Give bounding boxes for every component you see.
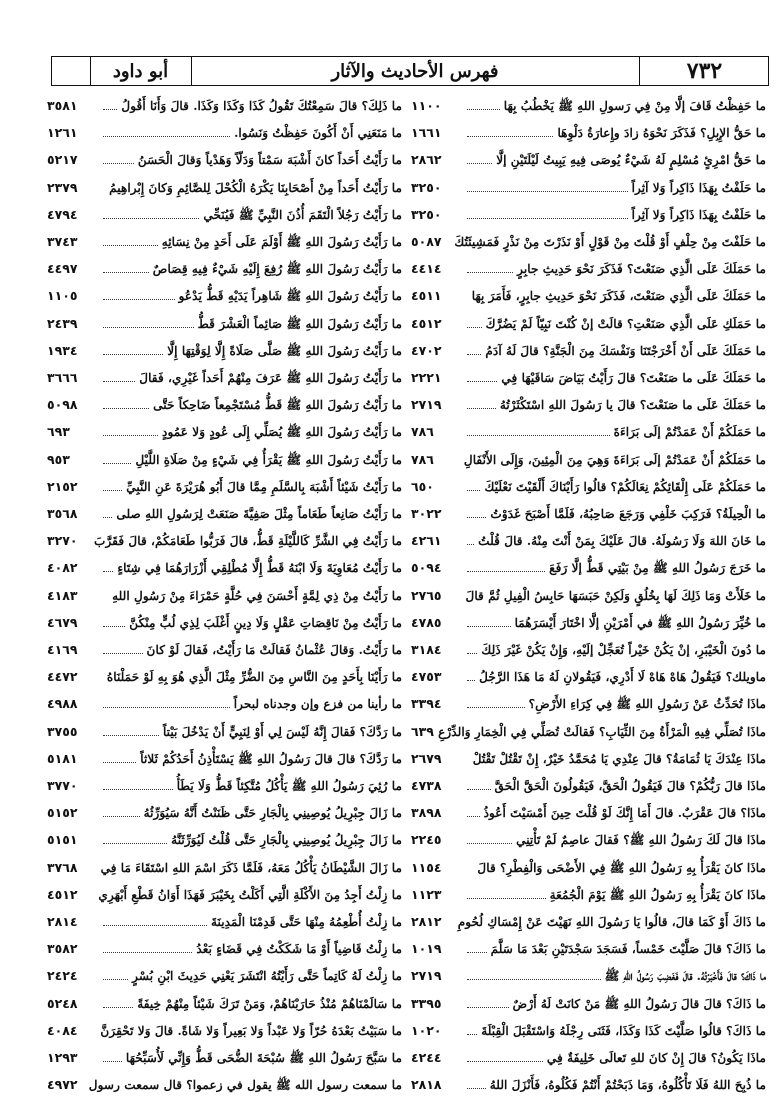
index-entry (411, 255, 766, 283)
entry-text: ماذَا يَكُونُ؟ قالَ إِنْ كانَ للهِ تَعالَى خَلِيفَةٌ فِي (546, 1051, 766, 1065)
hadith-number: ٢٨١٢ (411, 914, 442, 929)
hadith-number: ٤٧٣٨ (411, 778, 442, 793)
hadith-number: ٣٧٧٠ (47, 778, 78, 793)
leader-dots (103, 354, 163, 355)
leader-dots (467, 653, 477, 654)
index-entry (47, 799, 402, 827)
leader-dots (103, 517, 112, 518)
index-entry (47, 1071, 402, 1099)
index-entry (411, 92, 766, 120)
entry-text: ماذَا تُحَدِّثُ عَنْ رَسُولِ اللهِ ﷺ فِي كِرَاءِ الأَرْضِ؟ (528, 697, 766, 712)
index-entry (47, 582, 402, 610)
index-entry (411, 146, 766, 174)
hadith-number: ٣٥٨٢ (47, 941, 78, 957)
leader-dots (467, 218, 628, 219)
entry-text: ما ذَاكَ؟ قالُوا صَلَّيْتَ كَذَا وَكَذَا، فَثَنَى رِجْلَهُ وَاسْتَقْبَلَ الْقِبْلَةَ (481, 1023, 766, 1038)
index-entry (47, 636, 402, 664)
entry-text: ما سَالَمْنَاهُمْ مُنْذُ حَارَبْنَاهُمْ، وَمَنْ تَرَكَ شَيْئاً مِنْهُمْ خِيفَةً (137, 996, 402, 1011)
entry-text: ما رَأَيْتُ شَيْئاً أَشْبَهَ بِالسَّلَمِ مِمَّا قالَ أَبُو هُرَيْرَةَ عَنِ النَّبِيِّ (126, 479, 402, 494)
entry-text: ماذَا عِنْدَكَ يَا ثُمَامَةُ؟ قالَ عِنْدِي يَا مُحَمَّدُ خَيْرٌ، إِنْ تَقْتُلْ تَقْتُلْ (472, 751, 766, 766)
entry-text: ماويلك؟ فَيَقُولُ هَاهْ هَاهْ لَا أَدْرِي، فَيَقُولانِ لَهُ مَا هَذَا الرَّجُلُ (479, 670, 766, 685)
hadith-number: ٣٧٦٨ (47, 859, 78, 875)
index-entry (47, 554, 402, 582)
index-entry (411, 962, 766, 990)
entry-text: ما زَالَ جِبْرِيلُ يُوصِينِي بِالْجَارِ حَتَّى ظَنَنْتُ أَنَّهُ سَيُوَرِّثُهُ (143, 806, 402, 821)
hadith-number: ٣٥٨١ (47, 98, 78, 113)
leader-dots (103, 490, 122, 491)
entry-text: ما رَأَيْتُ رَسُولَ اللهِ ﷺ صَلَّى صَلَاةً إِلَّا لِوَقْتِهَا إِلَّا (167, 343, 402, 358)
index-entry (47, 228, 402, 256)
index-entry (47, 527, 402, 555)
entry-text: ما رَأَيْتُ رَسُولَ اللهِ ﷺ أَوْلَمَ عَلَى أَحَدٍ مِنْ نِسَائِهِ (161, 235, 402, 249)
leader-dots (103, 979, 128, 980)
entry-text: ما رَدَّكَ؟ فَقالَ إِنَّهُ لَيْسَ لِي أَوْ لِنَبِيٍّ أَنْ يَدْخُلَ بَيْتاً (162, 724, 402, 739)
entry-text: ما رَأَيْتُ رَسُولَ اللهِ ﷺ يَقْرَأُ فِي شَيْءٍ مِنْ صَلَاةِ اللَّيْلِ (135, 452, 402, 467)
hadith-number: ٣١٨٤ (411, 642, 442, 657)
leader-dots (103, 381, 135, 382)
index-entry (411, 554, 766, 582)
index-entry (47, 1017, 402, 1045)
entry-text: ما حَمَلَكَ عَلَى ما صَنَعْتَ؟ قالَ رَأَيْتُ بَيَاضَ سَاقَيْهَا فِي (501, 371, 766, 385)
index-entry (411, 745, 766, 773)
leader-dots (103, 789, 173, 790)
entry-text: ما خَرَجَ رَسُولُ اللهِ ﷺ مِنْ بَيْتِي قَطُّ إلَّا رَفَعَ (549, 561, 766, 576)
index-entry (47, 935, 402, 963)
leader-dots (467, 843, 512, 844)
index-entry (47, 364, 402, 392)
leader-dots (103, 136, 230, 137)
hadith-number: ١٦٦١ (411, 125, 442, 141)
hadith-number: ٤٤١٤ (411, 261, 442, 277)
leader-dots (103, 327, 194, 328)
entry-text: ما زَالَ جِبْرِيلُ يُوصِينِي بِالْجَارِ حَتَّى قُلْتُ لَيُوَرِّثَنَّهُ (171, 833, 402, 848)
hadith-number: ٢٨١٤ (47, 914, 78, 929)
hadith-number: ٦٩٣ (47, 424, 70, 440)
hadith-number: ٣٨٩٨ (411, 805, 442, 821)
entry-text: ما رَأَيْتُ مِنْ نَاقِصَاتِ عَقْلٍ وَلَا دِينٍ أَغْلَبَ لِذِي لُبٍّ مِنْكُنَّ (129, 615, 402, 630)
hadith-number: ٤٢٤٤ (411, 1050, 442, 1065)
hadith-number: ١٩٣٤ (47, 342, 78, 358)
hadith-number: ٣٣٩٥ (411, 995, 442, 1011)
entry-text: ما حَمَلَكِ عَلَى الَّذِي صَنَعْتِ؟ قالَتْ إنْ كُنْتَ نَبِيّاً لَمْ يَضُرَّكَ (485, 316, 766, 331)
hadith-number: ١١٠٥ (47, 288, 78, 304)
index-entry (47, 391, 402, 419)
leader-dots (467, 163, 492, 164)
index-entry (411, 201, 766, 229)
leader-dots (103, 245, 158, 246)
hadith-number: ٢٦٧٩ (411, 750, 442, 766)
index-entry (47, 282, 402, 310)
index-entry (47, 174, 402, 202)
entry-text: ما حَمَلَكَ عَلَى ما صَنَعْتَ؟ قالَ يا رَسُولَ اللهِ اسْتَكْثَرْتُهُ (499, 398, 766, 413)
leader-dots (467, 1061, 543, 1062)
entry-text: ما دُونَ الْخَيْبَرِ، إنْ يَكُنْ خَيْراً تُعَجِّلْ إلَيْهِ، وَإِنْ يَكُنْ غَيْرَ ذَلِكَ (481, 643, 766, 657)
index-entry (411, 418, 766, 446)
entry-text: ما حَلَفْتُ بِهَذَا ذَاكِراً وَلا آثِراً (631, 207, 766, 222)
hadith-number: ٥٠٩٨ (47, 397, 78, 413)
hadith-number: ١١٢٣ (411, 886, 442, 902)
hadith-number: ١٢٦١ (47, 125, 78, 141)
leader-dots (467, 191, 628, 192)
entry-text: ماذَا تُصَلِّي فِيهِ الْمَرْأَةُ مِنَ الثِّيَابِ؟ فَقالَتْ تُصَلِّي فِي الْخِمَارِ وَالدِّرْعِ (438, 724, 766, 739)
leader-dots (467, 952, 487, 953)
leader-dots (103, 952, 192, 953)
entry-text: ما حَمَلَكُمْ أَنْ عَمَدْتُمْ إلَى بَرَاءَةَ (613, 425, 766, 440)
hadith-number: ٢٨٦٢ (411, 152, 442, 168)
hadith-number: ٢٧١٩ (411, 968, 442, 984)
hadith-number: ٣٦٦٦ (47, 370, 78, 385)
entry-text: ما رَأَيْتُ رَجُلاً الْتَقَمَ أُذُنَ النَّبِيِّ ﷺ فَيُنَحِّي (203, 207, 402, 222)
hadith-number: ٤٤٧٢ (47, 669, 78, 685)
entry-text: ما ذَاكَ؟ قالَ صَلَّيْتَ خَمْساً، فَسَجَدَ سَجْدَتَيْنِ بَعْدَ مَا سَلَّمَ (490, 942, 766, 957)
hadith-number: ٣٢٥٠ (411, 179, 442, 195)
hadith-number: ١١٥٤ (411, 859, 442, 875)
leader-dots (103, 571, 113, 572)
index-entry (47, 908, 402, 936)
hadith-number: ٢٤٢٤ (47, 968, 78, 984)
leader-dots (103, 843, 167, 844)
leader-dots (467, 109, 500, 110)
leader-dots (467, 707, 525, 708)
leader-dots (103, 272, 149, 273)
entry-text: ما رُئِيَ رَسُولُ اللهِ ﷺ يَأْكُلُ مُتَّكِئاً قَطُّ وَلَا يَطَأُ (176, 779, 402, 793)
leader-dots (103, 435, 158, 436)
entry-text: ما حَفِظْتُ قَافَ إلَّا مِنْ فِي رَسولِ اللهِ ﷺ يَخْطُبُ بِهَا (503, 99, 766, 113)
entry-text: ما حَقُّ امْرِئٍ مُسْلِمٍ لَهُ شَيْءٌ يُوصَى فِيهِ يَبِيتُ لَيْلَتَيْنِ إلَّا (496, 153, 766, 168)
index-entry (411, 609, 766, 637)
leader-dots (103, 218, 199, 219)
entry-text: ما زِلْتُ قَاضِياً أَوْ مَا شَكَكْتُ فِي قَضَاءٍ بَعْدُ (196, 942, 402, 957)
index-entry (411, 1044, 766, 1072)
leader-dots (467, 327, 482, 328)
entry-text: ما ذُبِحَ اللهُ فَلَا تَأْكُلُوهُ، وَمَا ذَبَحْتُمْ أَنْتُمْ فَكُلُوهُ، فَأَنْزَلَ اللهُ (489, 1078, 766, 1093)
entry-text: ماذَا قالَ رَبُّكُمْ؟ قالَ فَيَقُولُ الْحَقَّ، فَيَقُولُونَ الْحَقَّ الْحَقَّ (494, 779, 766, 793)
entry-text: ما حَلَفْتَ مِنْ حِلْفٍ أَوْ قُلْتَ مِنْ قَوْلٍ أَوْ نَذَرْتَ مِنْ نَذْرٍ فَمَشِيئَتُكَ (454, 235, 766, 249)
entry-text: ما ذَلِكَ؟ قالَ سَمِعْتُكَ تَقُولُ كَذَا وَكَذَا وَكَذَا. قالَ وَأَنَا أَقُولُ (121, 99, 402, 113)
hadith-number: ٣٢٥٠ (411, 206, 442, 222)
hadith-number: ٥١٥٢ (47, 805, 78, 821)
entry-text: ما رَأَيْتُ رَسُولَ اللهِ ﷺ عَرَفَ مِنْهُمْ أَحَداً غَيْرِي، فَقالَ (139, 371, 402, 385)
index-entry (47, 418, 402, 446)
index-entry (411, 1071, 766, 1099)
index-entry (411, 500, 766, 528)
index-entry (411, 690, 766, 718)
hadith-number: ٦٥٠ (411, 478, 434, 494)
index-entry (47, 255, 402, 283)
leader-dots (103, 762, 136, 763)
entry-text: ما رَأَيْتُ رَسُولَ اللهِ ﷺ يُصَلِّي إِلَى عُودٍ وَلا عَمُودٍ (162, 425, 402, 440)
entry-text: ماذَا كانَ يَقْرَأُ بِهِ رَسُولُ اللهِ ﷺ يَوْمَ الْجُمُعَةِ (549, 887, 766, 902)
entry-text: ما رَأَيْتُ رَسُولَ اللهِ ﷺ قَطُّ مُسْتَجْمِعاً ضَاحِكاً حَتَّى (153, 398, 402, 413)
leader-dots (103, 299, 175, 300)
hadith-number: ٢٨١٨ (411, 1077, 442, 1093)
index-entry (47, 881, 402, 909)
hadith-number: ٤٩٧٢ (47, 1077, 78, 1093)
entry-text: ما سَبَيْتُ بَعْدَهُ حُرّاً وَلا عَبْداً وَلا بَعِيراً وَلا شَاةً. قالَ وَلا تَحْقِرَنَّ (100, 1023, 402, 1038)
index-entry (411, 799, 766, 827)
index-entry (411, 174, 766, 202)
entry-text: ما حَمَلَكَ عَلَى الَّذِي صَنَعْتَ؟ فَذَكَرَ نَحْوَ حَدِيثِ جابِرٍ (517, 262, 766, 277)
hadith-number: ٤١٨٣ (47, 587, 78, 603)
entry-text: ماذَا؟ قالَ عَقْرَبٌ. قالَ أَمَا إِنَّكَ لَوْ قُلْتَ حِينَ أَمْسَيْتَ أَعُوذُ (483, 806, 766, 821)
hadith-number: ١٢٩٣ (47, 1050, 78, 1065)
hadith-number: ٥٢٤٨ (47, 995, 78, 1011)
index-entry (411, 1017, 766, 1045)
index-entry (47, 92, 402, 120)
leader-dots (103, 735, 159, 736)
hadith-number: ٢٧١٩ (411, 397, 442, 413)
entry-text: ما سمعت رسول الله ﷺ يقول في زعموا؟ قال سمعت رسول (88, 1078, 402, 1093)
leader-dots (467, 571, 545, 572)
entry-text: ما رَدَّكَ؟ قالَ قالَ رَسُولُ اللهِ ﷺ يَسْتَأْذِنُ أَحَدُكُمْ ثَلاثاً (140, 751, 402, 766)
entry-text: ما رَأَيْنَا بِأَحَدٍ مِنَ النَّاسِ مِنَ الضُّرِّ مِثْلَ الَّذِي هُوَ بِهِ لَوْ حَمَلْنَاهُ (106, 670, 402, 685)
index-entry (47, 446, 402, 474)
entry-text: ما ذَاكَ أَوْ كَمَا قالَ، قالُوا يَا رَسُولَ اللهِ نَهَيْتَ عَنْ إِمْسَاكِ لُحُومِ (457, 915, 766, 929)
hadith-number: ٥٠٩٤ (411, 560, 442, 576)
index-entry (47, 1044, 402, 1072)
index-entry (47, 826, 402, 854)
hadith-number: ٢٤٣٩ (47, 315, 78, 331)
entry-text: ما زِلْتُ أُطْعِمُهُ مِنْهَا حَتَّى قَدِمْنَا الْمَدِينَةَ (210, 915, 402, 929)
entry-text: ما حَمَلَكُمْ أَنْ عَمَدْتُمْ إلَى بَرَاءَةَ وَهِيَ مِنَ الْمِئِينَ، وَإِلَى الأَنْفَالِ (463, 452, 766, 467)
leader-dots (103, 1061, 122, 1062)
leader-dots (467, 544, 474, 545)
entry-text: ماذَا كانَ يَقْرَأُ بِهِ رَسُولُ اللهِ ﷺ فِي الأَضْحَى وَالْفِطْرِ؟ قالَ (477, 860, 766, 875)
entry-text: ما رَأَيْتُ مُعَاوِيَةَ وَلَا ابْنَهُ قَطُّ إِلَّا مُطْلِقِي أَزْرَارَهُمَا فِي شِتَاءٍ (117, 561, 402, 576)
hadith-number: ٣٥٦٨ (47, 506, 78, 521)
page-number: ٧٣٢ (686, 58, 723, 84)
leader-dots (467, 1088, 486, 1089)
page-title: فهرس الأحاديث والآثار (331, 60, 499, 82)
index-entry (411, 228, 766, 256)
leader-dots (103, 1007, 133, 1008)
index-entry (47, 718, 402, 746)
hadith-number: ٧٨٦ (411, 424, 434, 440)
hadith-number: ٤٧٥٣ (411, 669, 442, 685)
entry-text: ما خَانَ اللهَ وَلَا رَسُولَهُ. قالَ عَلَيْكَ بِمَنْ أَنْتَ مِنْهُ. قالَ قُلْتُ (478, 534, 766, 549)
entry-text: ما مَنَعَنِي أَنْ أَكُونَ حَفِظْتُ وَنَسُوا. (234, 126, 402, 141)
entry-text: ما زِلْتُ أَجِدُ مِنَ الأَكْلَةِ الَّتِي أَكَلْتُ بِخَيْبَرَ فَهَذَا أَوَانُ قَطْعِ أَبْهَرِي (98, 887, 402, 902)
hadith-number: ١٠١٩ (411, 941, 442, 957)
hadith-number: ٤٤٩٧ (47, 261, 78, 277)
index-entry (47, 473, 402, 501)
hadith-number: ٤٥١١ (411, 288, 442, 304)
index-entry (411, 119, 766, 147)
hadith-number: ٧٨٦ (411, 451, 434, 467)
hadith-number: ٢٧٦٥ (411, 587, 442, 603)
hadith-number: ١٠٢٠ (411, 1022, 442, 1038)
hadith-number: ٤٧٨٥ (411, 614, 442, 630)
hadith-number: ٢٢٢١ (411, 370, 442, 385)
index-entry (411, 636, 766, 664)
leader-dots (467, 490, 480, 491)
index-entry (411, 473, 766, 501)
index-entry (47, 772, 402, 800)
hadith-number: ٤٥١٢ (411, 315, 442, 331)
hadith-number: ٣٧٥٥ (47, 723, 78, 739)
entry-text: ما رَأَيْتُ رَسُولَ اللهِ ﷺ رُفِعَ إِلَيْهِ شَيْءٌ فِيهِ قِصَاصٌ (152, 262, 402, 277)
entry-text: ما رَأَيْتُ. وَقالَ عُثْمانُ فَقالَتْ مَا رَأَيْتُ، فَقالَ لَوْ كانَ (146, 643, 402, 657)
leader-dots (467, 680, 475, 681)
left-column (47, 92, 402, 1092)
page-header (51, 56, 769, 86)
hadith-number: ٤٧٩٤ (47, 206, 78, 222)
entry-text: ما ذَاكَ؟ قالَ فَأَخْبَرْتُهُ. قالَ فَغَضِبَ رَسُولُ اللهِ ﷺ (604, 969, 766, 984)
index-entry (411, 446, 766, 474)
index-entry (47, 146, 402, 174)
index-entry (47, 119, 402, 147)
right-column (411, 92, 766, 1092)
index-entry (411, 881, 766, 909)
index-entry (47, 962, 402, 990)
leader-dots (467, 898, 546, 899)
hadith-number: ٤٩٨٨ (47, 696, 78, 712)
hadith-number: ٥١٨١ (47, 750, 78, 766)
entry-text: ما الْحِيلَةُ؟ فَرَكِبَ خَلْفِي وَرَجَعَ صَاحِبُهُ، فَلَمَّا أَصْبَحَ غَدَوْتُ (490, 507, 766, 521)
leader-dots (467, 272, 513, 273)
index-entry (411, 826, 766, 854)
hadith-number: ٥٢١٧ (47, 152, 78, 168)
hadith-number: ٣٣٩٤ (411, 696, 442, 712)
index-entry (47, 690, 402, 718)
leader-dots (467, 354, 481, 355)
entry-text: ما ذَاكَ؟ قالَ قالَ رَسُولُ اللهِ ﷺ مَنْ كانَتْ لَهُ أَرْضٌ (512, 996, 766, 1011)
leader-dots (467, 517, 486, 518)
entry-text: ما حَقُّ الإِبِلِ؟ فَذَكَرَ نَحْوَهُ زادَ وإِعارَةُ دَلْوِهَا (557, 126, 766, 141)
hadith-number: ٢٢٤٥ (411, 832, 442, 848)
leader-dots (103, 925, 207, 926)
index-entry (47, 854, 402, 882)
hadith-number: ١١٠٠ (411, 98, 442, 113)
leader-dots (467, 381, 497, 382)
index-entry (47, 609, 402, 637)
entry-text: ما زِلْتُ لَهُ كَاتِماً حَتَّى رَأَيْتُهُ انْتَشَرَ يَعْنِي حَدِيثَ ابْنِ بُسْرٍ (132, 969, 402, 984)
header-blank-cell (52, 57, 90, 85)
hadith-number: ٤٦٧٩ (47, 614, 78, 630)
leader-dots (103, 816, 140, 817)
leader-dots (103, 707, 230, 708)
hadith-number: ٢١٥٢ (47, 478, 78, 494)
hadith-number: ٤١٦٩ (47, 642, 78, 657)
hadith-number: ٣٠٢٢ (411, 506, 442, 521)
leader-dots (467, 626, 511, 627)
leader-dots (467, 1007, 509, 1008)
entry-text: ما زَالَ الشَّيْطَانُ يَأْكُلُ مَعَهُ، فَلَمَّا ذَكَرَ اسْمَ اللهِ اسْتَقَاءَ مَا فِي (100, 860, 402, 875)
index-entry (411, 935, 766, 963)
index-entry (411, 310, 766, 338)
hadith-number: ٤٧٠٢ (411, 342, 442, 358)
index-entry (411, 663, 766, 691)
hadith-number: ٣٧٤٣ (47, 234, 78, 249)
leader-dots (467, 979, 601, 980)
leader-dots (103, 163, 134, 164)
entry-text: ما سَبَّحَ رَسُولُ اللهِ ﷺ سُبْحَةَ الضُّحَى قَطُّ وَإِنِّي لَأُسَبِّحُهَا (125, 1051, 402, 1065)
index-entry (47, 201, 402, 229)
index-entry (47, 663, 402, 691)
leader-dots (103, 109, 117, 110)
hadith-number: ٤٥١٢ (47, 886, 78, 902)
index-entry (47, 310, 402, 338)
leader-dots (467, 1034, 477, 1035)
entry-text: ما حَلَفْتُ بِهَذَا ذَاكِراً وَلا آثِراً (631, 180, 766, 195)
leader-dots (467, 816, 480, 817)
leader-dots (103, 653, 143, 654)
leader-dots (467, 408, 496, 409)
hadith-number: ٥١٥١ (47, 832, 78, 848)
index-entry (411, 908, 766, 936)
entry-text: ما رَأَيْتُ فِي الشَّرِّ كَاللَّيْلَةِ قَطُّ، قالَ فَرَبُّوا طَعَامَكُمْ، قالَ فَقَرَّبَ (93, 534, 402, 549)
index-entry (47, 337, 402, 365)
hadith-number: ٥٠٨٧ (411, 234, 442, 249)
entry-text: ما رَأَيْتُ أَحَداً مِنْ أَصْحَابِنَا يَكْرَهُ الْكُحْلَ لِلصَّائِمِ وَكانَ إِبْراهِيمُ (109, 180, 402, 195)
leader-dots (467, 789, 491, 790)
index-entry (411, 337, 766, 365)
entry-text: ما رأينا من فزع وإن وجدناه لبحراً (233, 697, 402, 712)
hadith-number: ٩٥٣ (47, 451, 70, 467)
index-entry (411, 854, 766, 882)
index-entry (47, 990, 402, 1018)
index-entry (411, 282, 766, 310)
entry-text: ما رَأَيْتُ مِنْ ذِي لِمَّةٍ أَحْسَنَ فِي حُلَّةٍ حَمْرَاءَ مِنْ رَسُولِ اللهِ (112, 588, 402, 603)
hadith-number: ٢٣٧٩ (47, 179, 78, 195)
hadith-number: ٣٢٧٠ (47, 533, 78, 549)
entry-text: ما حَمَلَكَ عَلَى الَّذِي صَنَعْتَ، فَذَكَرَ نَحْوَ حَدِيثِ جابِرٍ، فَأَمَرَ بِهَا (471, 289, 766, 304)
entry-text: ما رَأَيْتُ رَسُولَ اللهِ ﷺ شَاهِراً يَدَيْهِ قَطُّ يَدْعُو (178, 289, 402, 304)
hadith-number: ٤٢٦١ (411, 533, 442, 549)
entry-text: ما رَأَيْتُ صَانِعاً طَعَاماً مِثْلَ صَفِيَّةَ صَنَعَتْ لِرَسُولِ اللهِ صلى (116, 507, 402, 521)
index-entry (411, 718, 766, 746)
leader-dots (103, 408, 149, 409)
entry-text: ما رَأَيْتُ أَحَداً كانَ أَشْبَهَ سَمْتاً وَدَلّاً وَهَدْياً وَقالَ الْحَسَنُ (137, 153, 402, 168)
index-entry (411, 364, 766, 392)
entry-text: ما خُيِّرَ رَسُولُ اللهِ ﷺ في أَمْرَيْنِ إلَّا اخْتَارَ أَيْسَرَهُمَا (514, 615, 766, 630)
index-entry (411, 391, 766, 419)
index-entry (47, 500, 402, 528)
entry-text: ما حَمَلَكَ عَلَى أَنْ أَخْرَجْتَنَا وَنَفْسَكَ مِنَ الْجَنَّةِ؟ قالَ لَهُ آدَمُ (485, 343, 766, 358)
index-entry (411, 582, 766, 610)
hadith-number: ٤٠٨٢ (47, 560, 78, 576)
leader-dots (103, 626, 125, 627)
entry-text: ما رَأَيْتُ رَسُولَ اللهِ ﷺ صَائِماً الْعَشْرَ قَطُّ (197, 316, 402, 331)
leader-dots (467, 136, 553, 137)
entry-text: ماذَا قالَ لَكَ رَسُولُ اللهِ ﷺ؟ فَقالَ عاصِمٌ لَمْ تَأْتِنِي (516, 833, 766, 848)
hadith-number: ٦٣٩ (411, 723, 434, 739)
entry-text: ما خَلَأَتْ وَمَا ذَلِكَ لَهَا بِخُلُقٍ وَلَكِنْ حَبَسَهَا حَابِسُ الْفِيلِ ثُمَّ قالَ (465, 588, 766, 603)
index-entry (411, 990, 766, 1018)
leader-dots (103, 463, 131, 464)
entry-text: ما حَمَلَكُمْ عَلَى إِلْقَائِكُمْ نِعَالَكُمْ؟ قالُوا رَأَيْنَاكَ أَلْقَيْتَ نَعْلَيْكَ (484, 479, 766, 494)
leader-dots (467, 435, 610, 436)
index-entry (411, 527, 766, 555)
hadith-number: ٤٠٨٤ (47, 1022, 78, 1038)
index-entry (47, 745, 402, 773)
book-name: أبو داود (112, 60, 169, 82)
index-entry (411, 772, 766, 800)
